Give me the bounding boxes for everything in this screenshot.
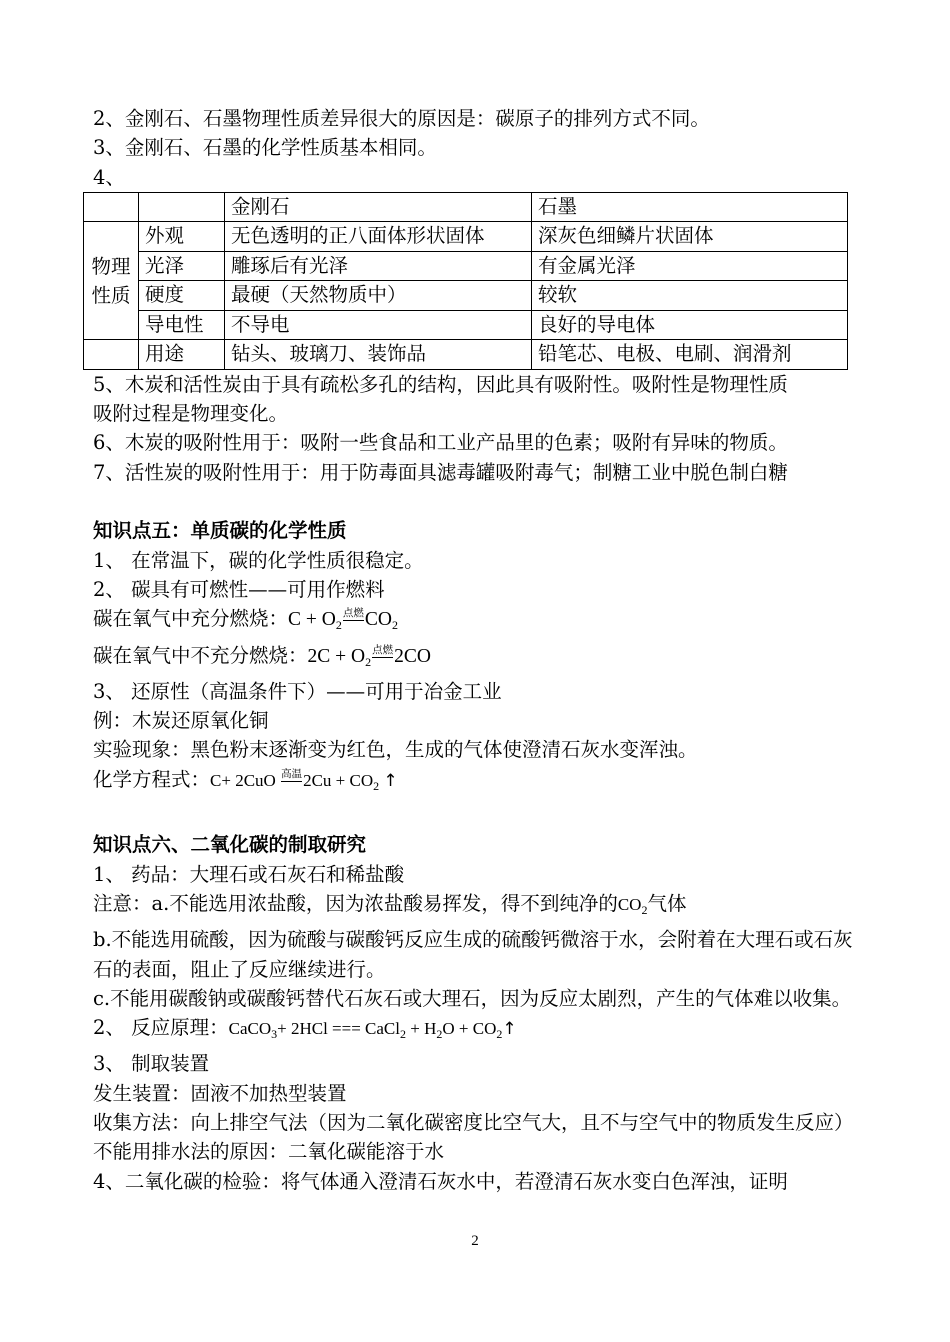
equation-part: 2Cu + CO: [303, 770, 374, 790]
equation-part: 2CO: [394, 645, 431, 667]
paragraph: c.不能用碳酸钠或碳酸钙替代石灰石或大理石，因为反应太剧烈，产生的气体难以收集。: [93, 986, 852, 1010]
paragraph: 6、木炭的吸附性用于：吸附一些食品和工业产品里的色素；吸附有异味的物质。: [93, 431, 788, 455]
page-number: 2: [471, 1233, 479, 1249]
equation-line: [93, 604, 863, 640]
equation-part: CO: [617, 894, 642, 914]
table-header-row: [84, 192, 848, 222]
paragraph: 3、 还原性（高温条件下）——可用于冶金工业: [93, 679, 502, 703]
paragraph: 收集方法：向上排空气法（因为二氧化碳密度比空气大，且不与空气中的物质发生反应）: [93, 1111, 854, 1135]
paragraph: [93, 889, 863, 925]
subscript: 2: [335, 618, 342, 633]
equation-line: [93, 641, 863, 677]
spacer: [93, 487, 863, 516]
subscript: 2: [496, 1027, 503, 1042]
table-cell: 钻头、玻璃刀、装饰品: [225, 340, 532, 370]
equation-label: 碳在氧气中充分燃烧：: [93, 607, 289, 631]
subscript: 2: [436, 1027, 443, 1042]
table-cell: 不导电: [225, 310, 532, 340]
table-cell: 较软: [532, 281, 848, 311]
table-cell: [84, 340, 139, 370]
equation-part: C+ 2CuO: [210, 770, 281, 790]
paragraph: 3、 制取装置: [93, 1052, 210, 1076]
equation-part: O + CO: [442, 1019, 497, 1039]
equation-part: + H: [406, 1019, 437, 1039]
paragraph: 发生装置：固液不加热型装置: [93, 1081, 347, 1105]
table-row: [84, 310, 848, 340]
equation: [228, 1019, 517, 1042]
reaction-condition: 点燃: [372, 644, 394, 656]
equation-label: 2、 反应原理：: [93, 1016, 229, 1040]
diamond-graphite-table: [83, 192, 848, 370]
table-cell: 用途: [139, 340, 225, 370]
paragraph: 1、 药品：大理石或石灰石和稀盐酸: [93, 862, 405, 886]
equation-part: C + O: [288, 609, 336, 631]
table-header-cell: 石墨: [532, 192, 848, 222]
equation-part: 2C + O: [307, 645, 366, 667]
equation: [210, 768, 398, 793]
paragraph: 2、 碳具有可燃性——可用作燃料: [93, 577, 385, 601]
paragraph: 4、: [93, 165, 125, 189]
table-cell: 外观: [139, 222, 225, 252]
equation-line: [93, 1013, 863, 1049]
table-row: [84, 281, 848, 311]
text-part: 气体: [647, 891, 687, 915]
equation-label: 化学方程式：: [93, 767, 211, 791]
document-page: [93, 104, 863, 1196]
formula: [617, 894, 648, 917]
subscript: 2: [365, 654, 372, 669]
table-cell: 良好的导电体: [532, 310, 848, 340]
subscript: 3: [271, 1027, 278, 1042]
table-cell: 最硬（天然物质中）: [225, 281, 532, 311]
table-header-cell: [139, 192, 225, 222]
table-cell: 铅笔芯、电极、电刷、润滑剂: [532, 340, 848, 370]
paragraph: 5、木炭和活性炭由于具有疏松多孔的结构，因此具有吸附性。吸附性是物理性质: [93, 372, 788, 396]
subscript: 2: [400, 1027, 406, 1042]
equation-part: CO: [364, 609, 392, 631]
paragraph: 不能用排水法的原因：二氧化碳能溶于水: [93, 1140, 445, 1164]
up-arrow-icon: ↑: [502, 1019, 517, 1040]
table-header-cell: 金刚石: [225, 192, 532, 222]
subscript: 2: [373, 778, 380, 793]
section-heading: 知识点六、二氧化碳的制取研究: [93, 833, 367, 857]
table-row: [84, 251, 848, 281]
paragraph: 2、金刚石、石墨物理性质差异很大的原因是：碳原子的排列方式不同。: [93, 107, 710, 130]
table-cell: 光泽: [139, 251, 225, 281]
up-arrow-icon: ↑: [383, 770, 398, 791]
table-row: [84, 340, 848, 370]
equation: [288, 608, 398, 633]
paragraph: 4、二氧化碳的检验：将气体通入澄清石灰水中，若澄清石灰水变白色浑浊，证明: [93, 1169, 788, 1193]
reaction-condition: 点燃: [342, 608, 364, 620]
paragraph: 吸附过程是物理变化。: [93, 402, 289, 426]
table-cell: 雕琢后有光泽: [225, 251, 532, 281]
equation-part: + 2HCl === CaCl: [277, 1019, 400, 1039]
table-cell: 导电性: [139, 310, 225, 340]
text-part: 注意：a.不能选用浓盐酸，因为浓盐酸易挥发，得不到纯净的: [93, 891, 618, 915]
equation-part: CaCO: [228, 1019, 272, 1039]
equation-label: 碳在氧气中不充分燃烧：: [93, 643, 308, 667]
subscript: 2: [391, 618, 398, 633]
paragraph: b.不能选用硫酸，因为硫酸与碳酸钙反应生成的硫酸钙微溶于水，会附着在大理石或石灰石的表面，阻止了反应继续进行。: [93, 928, 853, 981]
table-cell: 深灰色细鳞片状固体: [532, 222, 848, 252]
paragraph: 实验现象：黑色粉末逐渐变为红色，生成的气体使澄清石灰水变浑浊。: [93, 738, 698, 762]
table-header-cell: [84, 192, 139, 222]
equation-line: [93, 765, 863, 801]
table-cell: 无色透明的正八面体形状固体: [225, 222, 532, 252]
section-heading: 知识点五：单质碳的化学性质: [93, 519, 347, 543]
reaction-condition: 高温: [281, 768, 303, 780]
equation: [308, 646, 431, 667]
paragraph: 例：木炭还原氧化铜: [93, 709, 269, 733]
paragraph: 3、金刚石、石墨的化学性质基本相同。: [93, 136, 437, 160]
paragraph: 7、活性炭的吸附性用于：用于防毒面具滤毒罐吸附毒气；制糖工业中脱色制白糖: [93, 460, 788, 484]
spacer: [93, 801, 863, 830]
subscript: 2: [641, 902, 648, 917]
category-cell: 物理性质: [84, 222, 139, 340]
table-cell: 硬度: [139, 281, 225, 311]
table-cell: 有金属光泽: [532, 251, 848, 281]
table-row: [84, 222, 848, 252]
paragraph: 1、 在常温下，碳的化学性质很稳定。: [93, 548, 424, 572]
